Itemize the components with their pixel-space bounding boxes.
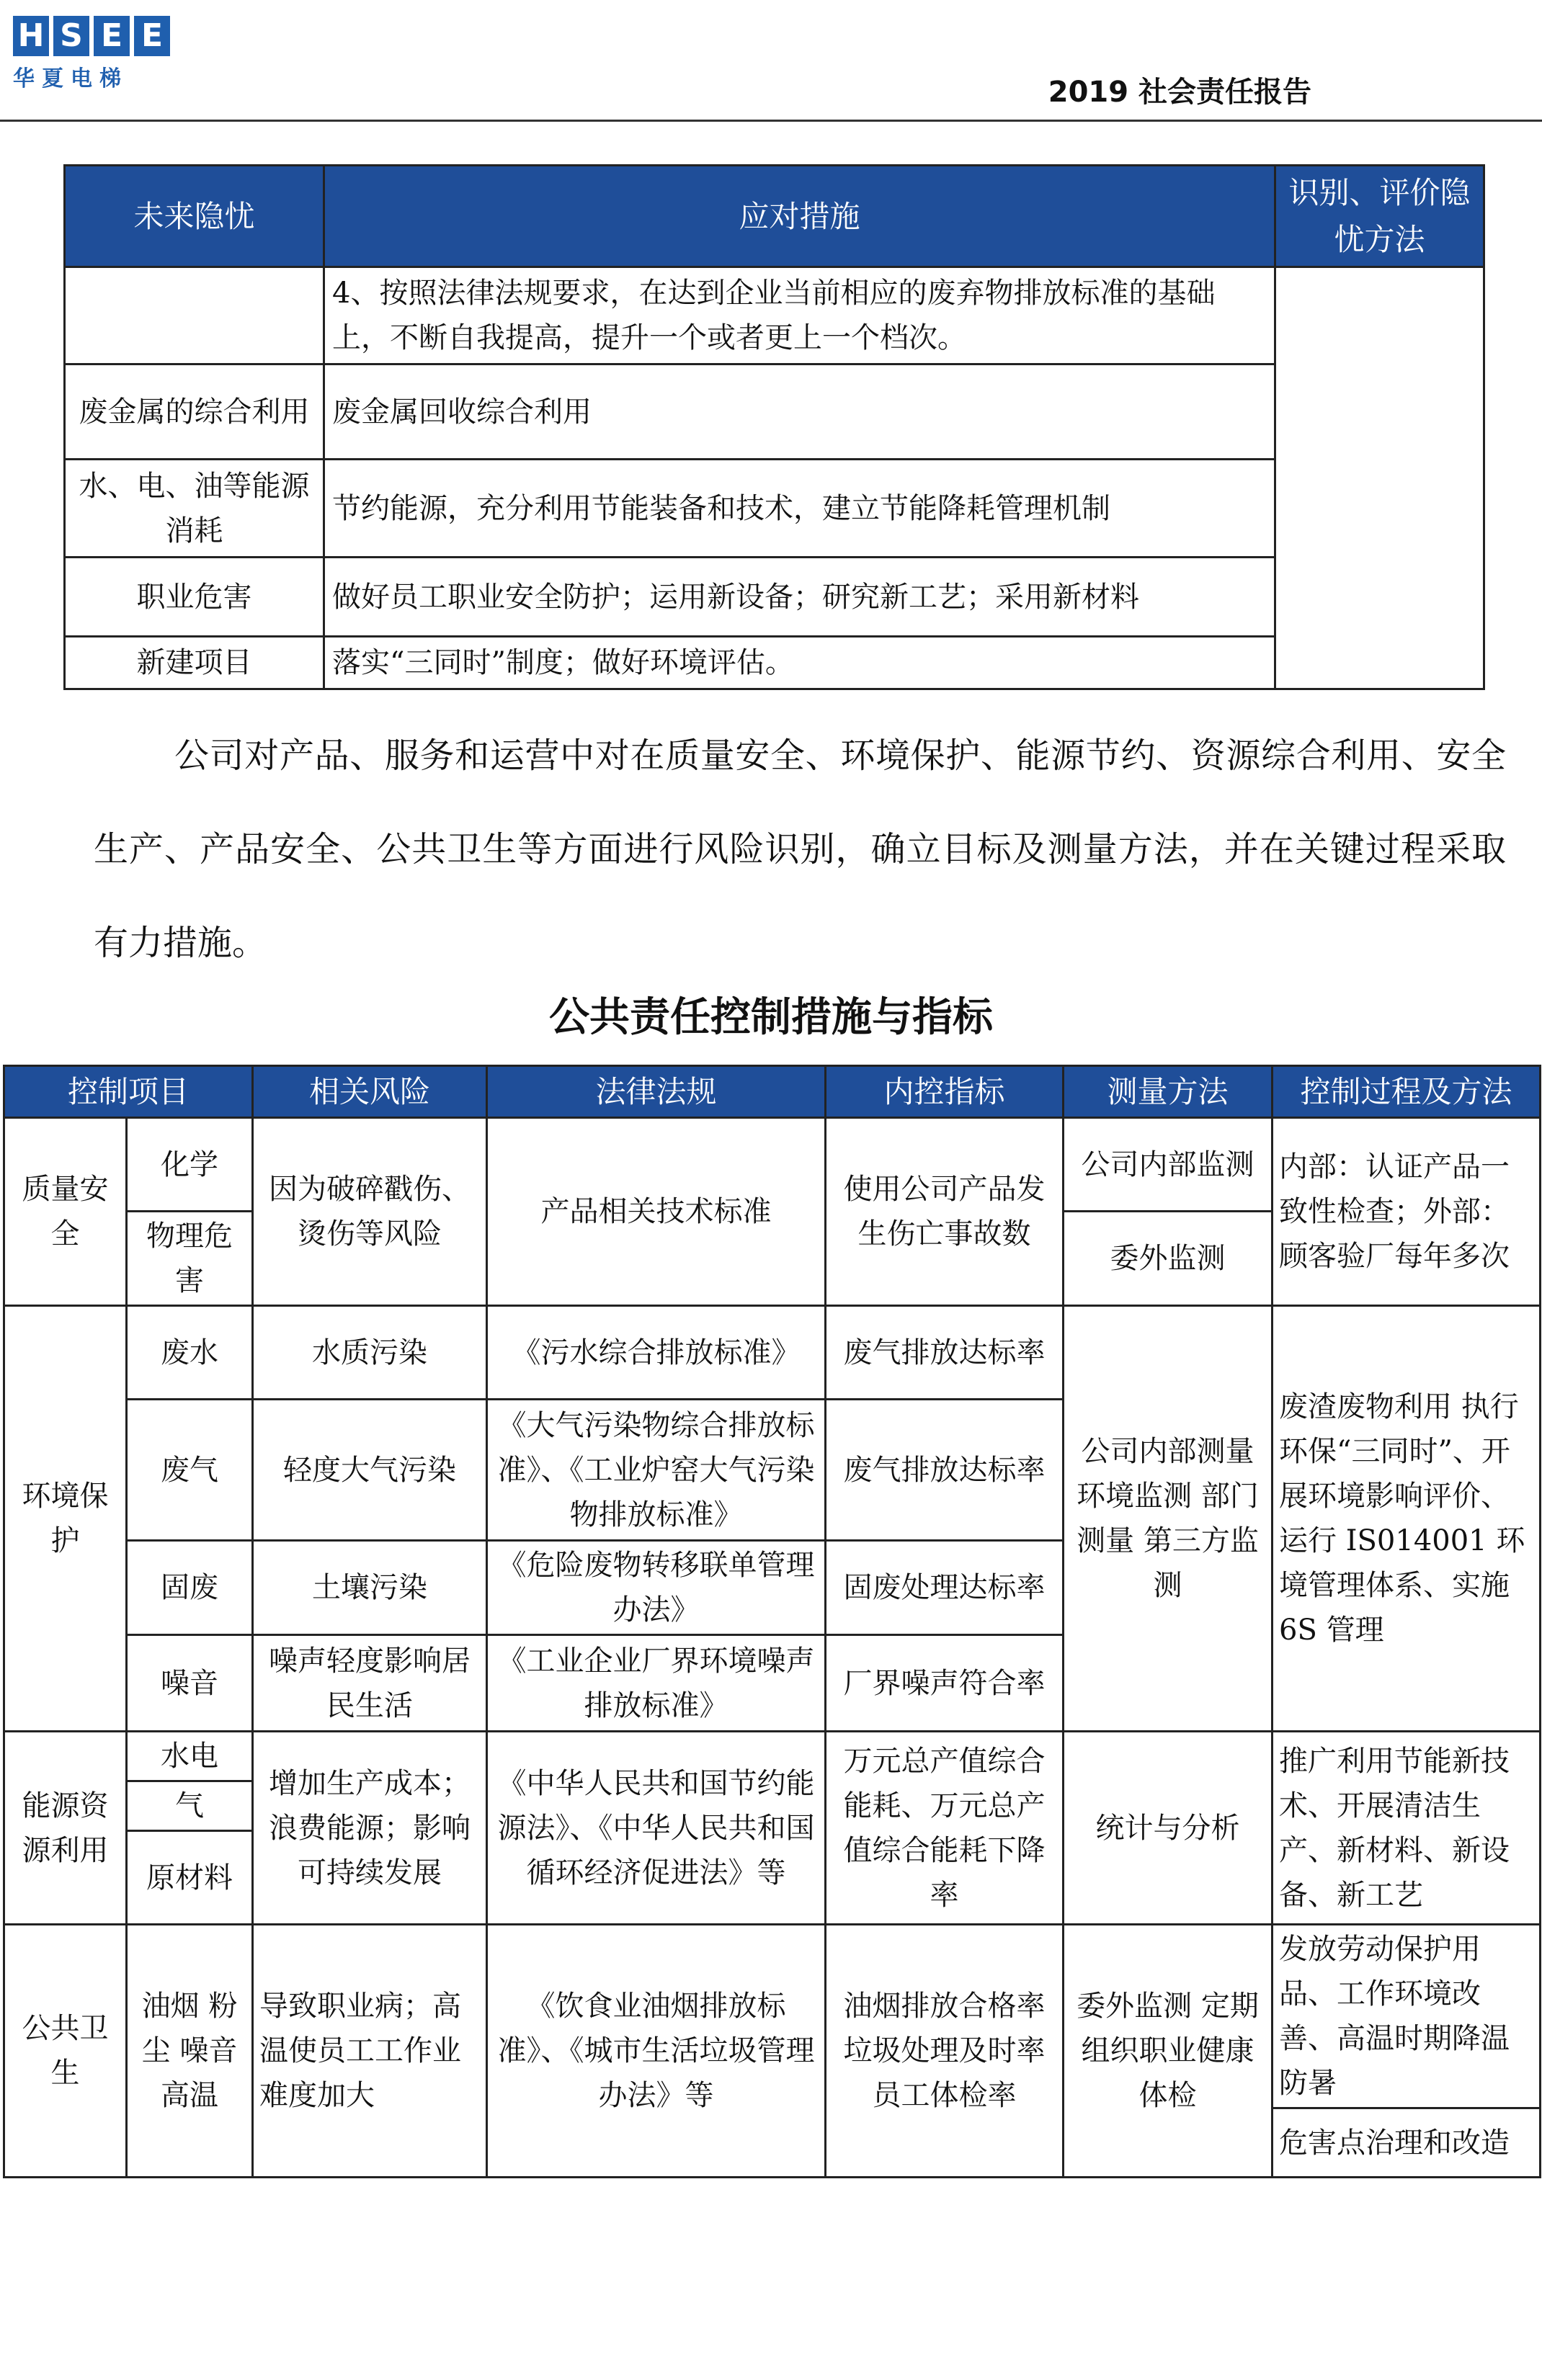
table-header-row <box>65 166 1484 267</box>
risk-cell: 噪声轻度影响居民生活 <box>253 1635 487 1732</box>
company-logo <box>13 16 179 95</box>
method-cell: 委外监测 定期组织职业健康体检 <box>1064 1925 1273 2178</box>
law-cell: 产品相关技术标准 <box>487 1118 826 1306</box>
process-cell: 废渣废物利用 执行环保“三同时”、开展环境影响评价、运行 IS014001 环境管理体系、实施 6S 管理 <box>1273 1306 1541 1732</box>
logo-letter: E <box>94 16 130 56</box>
header-laws: 法律法规 <box>487 1066 826 1118</box>
risk-cell: 废金属的综合利用 <box>65 364 324 460</box>
risk-cell: 土壤污染 <box>253 1541 487 1635</box>
process-cell: 发放劳动保护用品、工作环境改善、高温时期降温防暑 <box>1273 1925 1541 2108</box>
logo-chinese-name: 华夏电梯 <box>13 66 128 91</box>
law-cell: 《工业企业厂界环境噪声排放标准》 <box>487 1635 826 1732</box>
indicator-cell: 固废处理达标率 <box>826 1541 1064 1635</box>
method-cell: 公司内部监测 <box>1064 1118 1273 1212</box>
report-title: 2019 社会责任报告 <box>1048 76 1311 109</box>
sub-item-cell: 噪音 <box>127 1635 253 1732</box>
future-risks-table <box>63 164 1485 690</box>
header-measurement: 测量方法 <box>1064 1066 1273 1118</box>
public-responsibility-table <box>3 1065 1541 2178</box>
table-row <box>65 460 1484 558</box>
method-cell: 委外监测 <box>1064 1212 1273 1306</box>
law-cell: 《危险废物转移联单管理办法》 <box>487 1541 826 1635</box>
law-cell: 《大气污染物综合排放标准》、《工业炉窑大气污染物排放标准》 <box>487 1400 826 1541</box>
law-cell: 《中华人民共和国节约能源法》、《中华人民共和国循环经济促进法》等 <box>487 1732 826 1925</box>
logo-letter: S <box>53 16 89 56</box>
law-cell: 《污水综合排放标准》 <box>487 1306 826 1400</box>
table-row <box>4 1118 1541 1212</box>
table-row <box>4 1306 1541 1400</box>
logo-letter: E <box>134 16 170 56</box>
indicator-cell: 油烟排放合格率 垃圾处理及时率 员工体检率 <box>826 1925 1064 2178</box>
body-paragraph: 公司对产品、服务和运营中对在质量安全、环境保护、能源节约、资源综合利用、安全生产、产品安全、公共卫生等方面进行风险识别，确立目标及测量方法，并在关键过程采取有力措施。 <box>94 735 1506 963</box>
risk-cell: 水质污染 <box>253 1306 487 1400</box>
header-future-risk: 未来隐忧 <box>65 166 324 267</box>
group-cell: 能源资源利用 <box>4 1732 127 1925</box>
header-control-process: 控制过程及方法 <box>1273 1066 1541 1118</box>
indicator-cell: 废气排放达标率 <box>826 1306 1064 1400</box>
header-related-risk: 相关风险 <box>253 1066 487 1118</box>
sub-item-cell: 油烟 粉尘 噪音 高温 <box>127 1925 253 2178</box>
table-row <box>65 364 1484 460</box>
sub-item-cell: 废水 <box>127 1306 253 1400</box>
table2-title: 公共责任控制措施与指标 <box>549 994 993 1041</box>
measure-cell: 节约能源，充分利用节能装备和技术，建立节能降耗管理机制 <box>324 460 1275 558</box>
indicator-cell: 废气排放达标率 <box>826 1400 1064 1541</box>
risk-cell: 增加生产成本；浪费能源；影响可持续发展 <box>253 1732 487 1925</box>
risk-cell: 水、电、油等能源消耗 <box>65 460 324 558</box>
sub-item-cell: 固废 <box>127 1541 253 1635</box>
group-cell: 质量安全 <box>4 1118 127 1306</box>
measure-cell: 废金属回收综合利用 <box>324 364 1275 460</box>
risk-cell: 新建项目 <box>65 637 324 689</box>
risk-cell: 导致职业病；高温使员工工作业难度加大 <box>253 1925 487 2178</box>
table-row <box>65 267 1484 364</box>
process-cell: 推广利用节能新技术、开展清洁生产、新材料、新设备、新工艺 <box>1273 1732 1541 1925</box>
table-row <box>65 637 1484 689</box>
table-header-row <box>4 1066 1541 1118</box>
identification-method-cell <box>1275 267 1484 689</box>
sub-item-cell: 气 <box>127 1781 253 1831</box>
header-countermeasure: 应对措施 <box>324 166 1275 267</box>
logo-letter: H <box>13 16 49 56</box>
header-indicator: 内控指标 <box>826 1066 1064 1118</box>
risk-cell: 因为破碎戳伤、烫伤等风险 <box>253 1118 487 1306</box>
sub-item-cell: 废气 <box>127 1400 253 1541</box>
sub-item-cell: 化学 <box>127 1118 253 1212</box>
method-cell: 统计与分析 <box>1064 1732 1273 1925</box>
method-cell: 公司内部测量 环境监测 部门测量 第三方监测 <box>1064 1306 1273 1732</box>
group-cell: 公共卫生 <box>4 1925 127 2178</box>
sub-item-cell: 水电 <box>127 1732 253 1781</box>
process-cell: 内部：认证产品一致性检查；外部：顾客验厂每年多次 <box>1273 1118 1541 1306</box>
table-row <box>4 1732 1541 1781</box>
logo-letters <box>13 16 179 56</box>
law-cell: 《饮食业油烟排放标准》、《城市生活垃圾管理办法》等 <box>487 1925 826 2178</box>
header-control-item: 控制项目 <box>4 1066 253 1118</box>
sub-item-cell: 物理危害 <box>127 1212 253 1306</box>
risk-cell: 职业危害 <box>65 558 324 637</box>
indicator-cell: 厂界噪声符合率 <box>826 1635 1064 1732</box>
measure-cell: 落实“三同时”制度；做好环境评估。 <box>324 637 1275 689</box>
indicator-cell: 万元总产值综合能耗、万元总产值综合能耗下降率 <box>826 1732 1064 1925</box>
sub-item-cell: 原材料 <box>127 1831 253 1925</box>
risk-cell <box>65 267 324 364</box>
process-cell: 危害点治理和改造 <box>1273 2108 1541 2178</box>
measure-cell: 做好员工职业安全防护；运用新设备；研究新工艺；采用新材料 <box>324 558 1275 637</box>
table-row <box>4 1925 1541 2108</box>
header-identification-method: 识别、评价隐忧方法 <box>1275 166 1484 267</box>
measure-cell: 4、按照法律法规要求，在达到企业当前相应的废弃物排放标准的基础上，不断自我提高，提升一个或者更上一个档次。 <box>324 267 1275 364</box>
header-divider <box>0 120 1542 122</box>
risk-cell: 轻度大气污染 <box>253 1400 487 1541</box>
indicator-cell: 使用公司产品发生伤亡事故数 <box>826 1118 1064 1306</box>
table-row <box>65 558 1484 637</box>
group-cell: 环境保护 <box>4 1306 127 1732</box>
